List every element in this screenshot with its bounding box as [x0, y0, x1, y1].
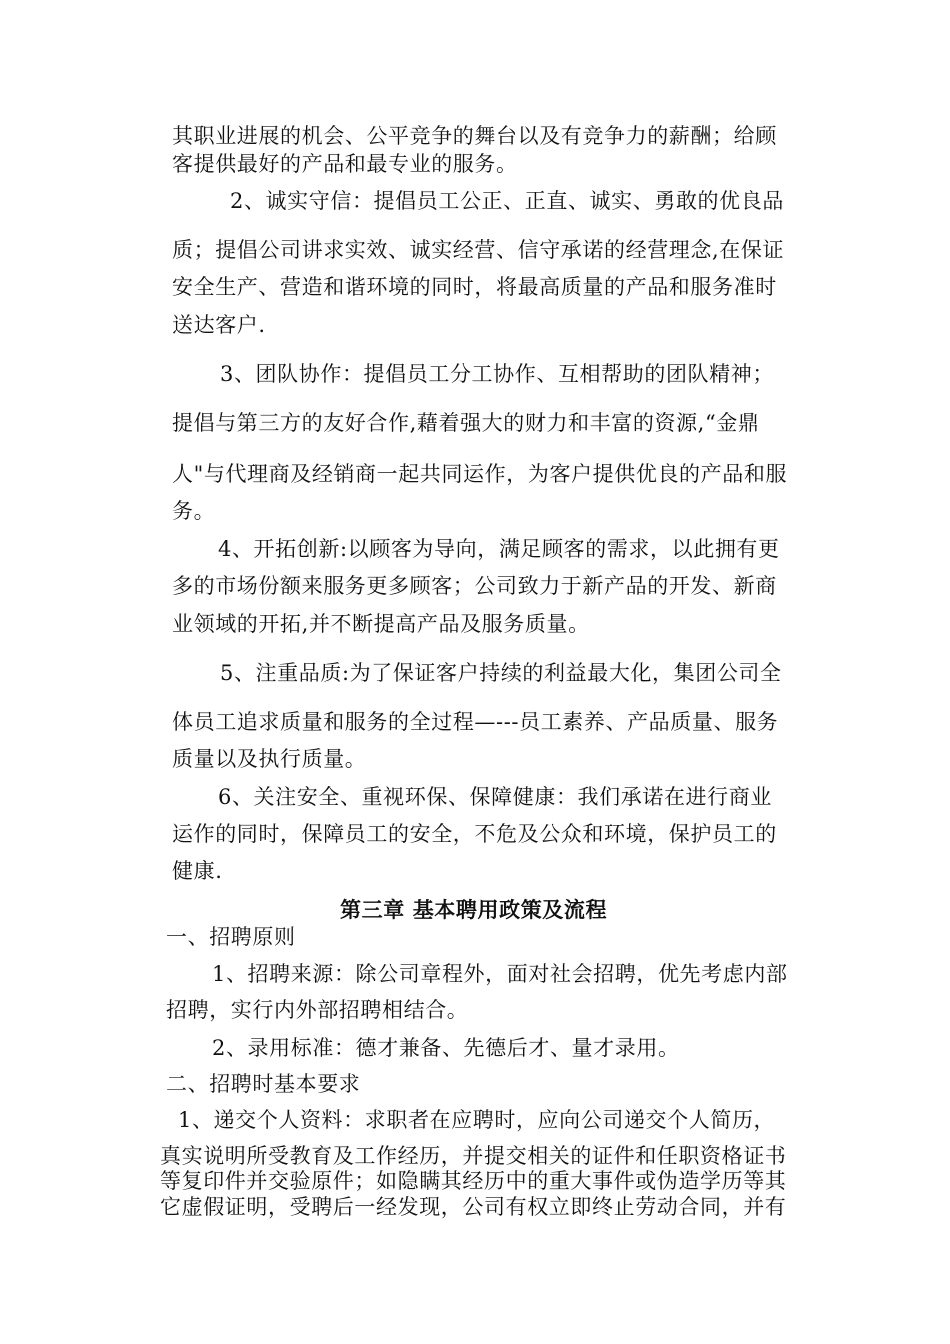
text-line: 等复印件并交验原件；如隐瞒其经历中的重大事件或伪造学历等其	[160, 1169, 787, 1193]
text-line: 3、团队协作：提倡员工分工协作、互相帮助的团队精神；	[220, 362, 774, 386]
text-line: 它虚假证明，受聘后一经发现，公司有权立即终止劳动合同，并有	[160, 1195, 787, 1219]
text-line: 多的市场份额来服务更多顾客；公司致力于新产品的开发、新商	[172, 574, 777, 598]
text-line: 6、关注安全、重视环保、保障健康：我们承诺在进行商业	[218, 785, 772, 809]
text-line: 质；提倡公司讲求实效、诚实经营、信守承诺的经营理念,在保证	[172, 238, 785, 262]
text-line: 客提供最好的产品和最专业的服务。	[172, 152, 518, 176]
text-line: 招聘，实行内外部招聘相结合。	[166, 998, 469, 1022]
chapter-heading: 第三章 基本聘用政策及流程	[340, 898, 608, 922]
text-line: 1、递交个人资料：求职者在应聘时，应向公司递交个人简历，	[178, 1108, 776, 1132]
text-line: 2、诚实守信：提倡员工公正、正直、诚实、勇敢的优良品	[230, 189, 784, 213]
text-line: 4、开拓创新:以顾客为导向，满足顾客的需求，以此拥有更	[218, 537, 780, 561]
text-line: 质量以及执行质量。	[172, 747, 367, 771]
text-line: 健康.	[172, 859, 223, 883]
text-line: 真实说明所受教育及工作经历，并提交相关的证件和任职资格证书	[160, 1144, 787, 1168]
text-line: 1、招聘来源：除公司章程外，面对社会招聘，优先考虑内部	[212, 962, 788, 986]
text-line: 务。	[172, 499, 216, 523]
text-line: 运作的同时，保障员工的安全，不危及公众和环境，保护员工的	[172, 822, 777, 846]
section-heading: 二、招聘时基本要求	[166, 1072, 361, 1096]
text-line: 业领域的开拓,并不断提高产品及服务质量。	[172, 612, 590, 636]
text-line: 其职业进展的机会、公平竞争的舞台以及有竞争力的薪酬；给顾	[172, 124, 777, 148]
section-heading: 一、招聘原则	[166, 925, 296, 949]
text-line: 5、注重品质:为了保证客户持续的利益最大化，集团公司全	[220, 661, 782, 685]
text-line: 提倡与第三方的友好合作,藉着强大的财力和丰富的资源,“金鼎	[172, 411, 760, 435]
text-line: 送达客户.	[172, 313, 266, 337]
text-line: 人"与代理商及经销商一起共同运作，为客户提供优良的产品和服	[172, 462, 788, 486]
text-line: 2、录用标准：德才兼备、先德后才、量才录用。	[212, 1036, 680, 1060]
text-line: 体员工追求质量和服务的全过程—---员工素养、产品质量、服务	[172, 710, 779, 734]
text-line: 安全生产、营造和谐环境的同时，将最高质量的产品和服务准时	[172, 275, 777, 299]
